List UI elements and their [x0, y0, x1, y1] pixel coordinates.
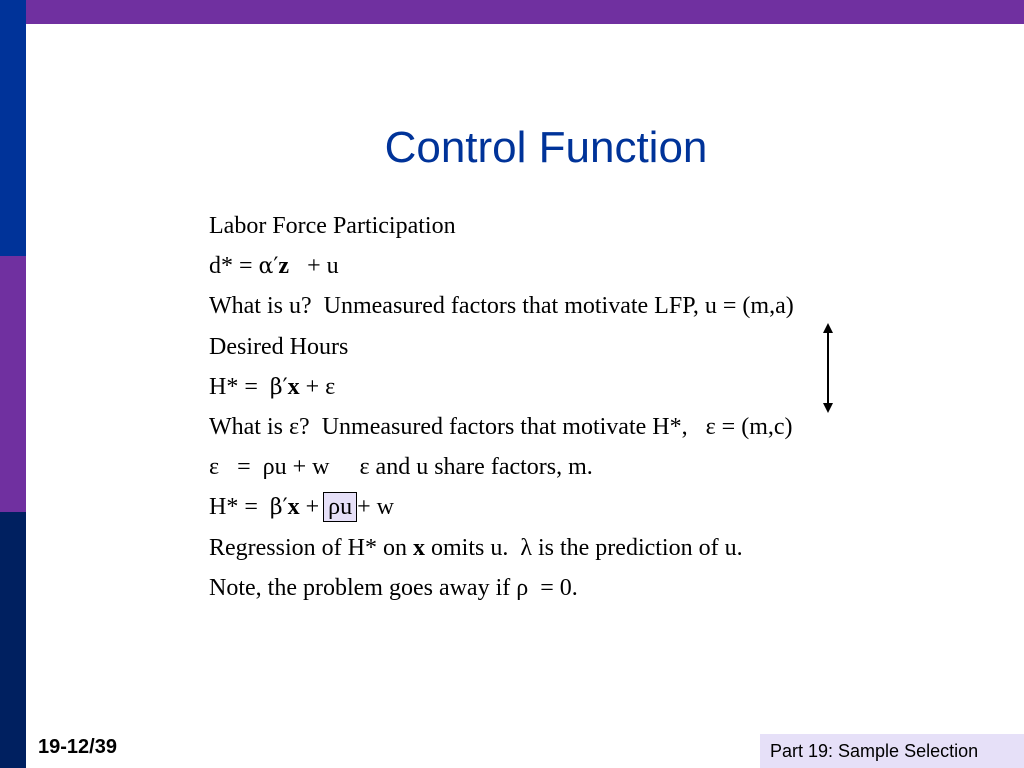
page-number: 19-12/39: [38, 736, 117, 758]
section-label: Part 19: Sample Selection: [760, 734, 1024, 768]
slide-title: Control Function: [384, 123, 708, 172]
text: Regression of H* on: [209, 534, 413, 561]
beta-prime: β′: [269, 374, 288, 400]
line-regression: [209, 532, 929, 572]
line-epsilon-def: ε = ρu + w ε and u share factors, m.: [209, 454, 593, 481]
line-d-star: [209, 250, 929, 290]
text: + u: [289, 253, 339, 280]
text: H* =: [209, 373, 270, 400]
double-arrow-icon: [818, 323, 838, 413]
top-accent-bar: [0, 0, 1024, 24]
text: H* =: [209, 494, 270, 521]
side-bar-blue: [0, 0, 26, 256]
line-h-star-expanded: [209, 491, 929, 531]
line-what-is-epsilon: What is ε? Unmeasured factors that motivate H*, ε = (m,c): [209, 413, 793, 440]
side-bar-navy: [0, 512, 26, 768]
x-vector: x: [287, 494, 300, 521]
line-labor-force: Labor Force Participation: [209, 213, 456, 239]
line-note: Note, the problem goes away if ρ = 0.: [209, 574, 578, 601]
text: + ε: [299, 373, 336, 400]
side-bar-purple: [0, 256, 26, 512]
line-desired-hours: Desired Hours: [209, 333, 349, 360]
text: +: [299, 494, 320, 521]
beta-prime: β′: [269, 495, 288, 521]
text: omits u. λ is the prediction of u.: [424, 534, 743, 561]
rho-u-highlight-box: ρu: [323, 492, 357, 522]
text: + w: [351, 494, 394, 521]
x-vector: x: [287, 373, 300, 400]
x-vector: x: [412, 534, 425, 561]
alpha-prime: α′: [258, 254, 279, 280]
line-what-is-u: What is u? Unmeasured factors that motivate LFP, u = (m,a): [209, 293, 794, 320]
z-vector: z: [278, 253, 290, 280]
text: d* =: [209, 253, 259, 280]
